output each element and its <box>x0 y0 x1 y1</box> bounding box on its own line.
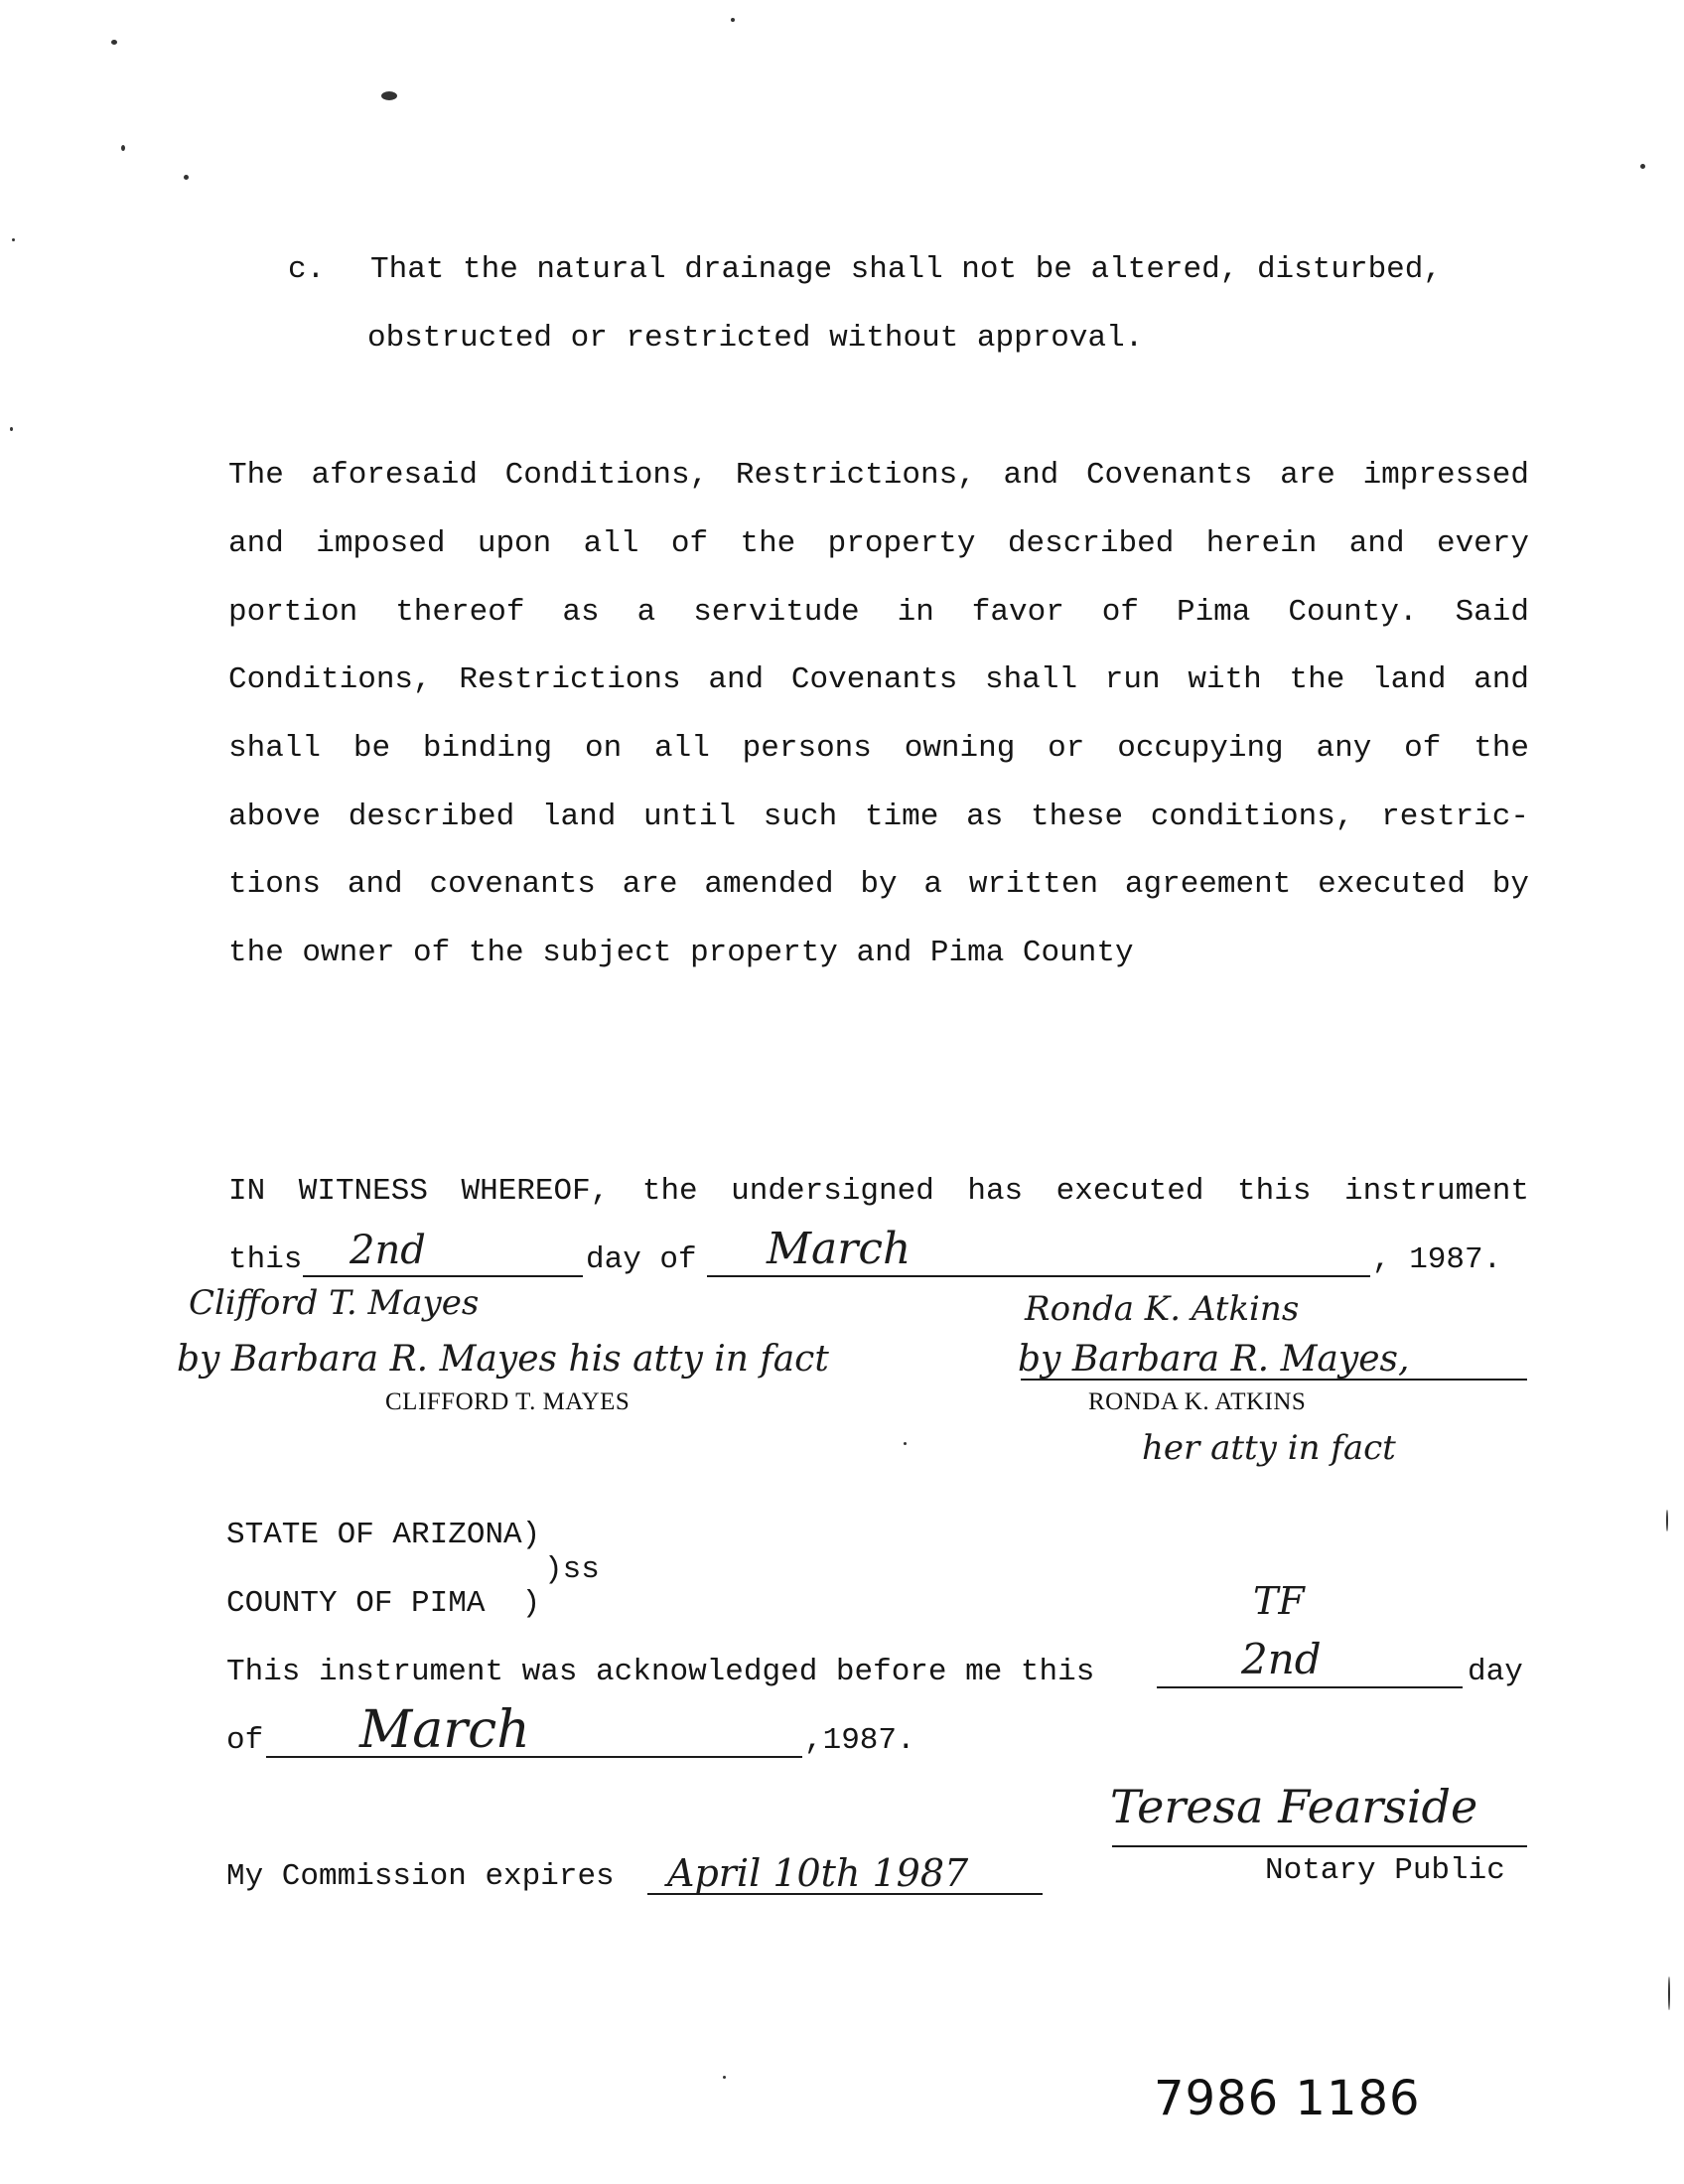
left-signer-name: CLIFFORD T. MAYES <box>385 1388 631 1415</box>
witness-month-handwritten: March <box>767 1224 912 1274</box>
notary-day-blank <box>1157 1686 1463 1688</box>
clause-letter: c. <box>288 252 326 287</box>
scan-speck <box>184 175 189 180</box>
notary-year: ,1987. <box>804 1723 915 1758</box>
witness-month-blank <box>707 1275 1370 1277</box>
witness-line: IN WITNESS WHEREOF, the undersigned has executed this instrument <box>228 1174 1529 1209</box>
paragraph-line-2: and imposed upon all of the property described herein and every <box>228 526 1529 561</box>
witness-this-label: this <box>228 1242 303 1277</box>
notary-state: STATE OF ARIZONA) <box>226 1518 541 1552</box>
witness-day-handwritten: 2nd <box>350 1228 426 1273</box>
notary-ack-text: This instrument was acknowledged before me this <box>226 1655 1095 1689</box>
notary-day-handwritten: 2nd <box>1241 1635 1322 1683</box>
right-signature-line-2: by Barbara R. Mayes, <box>1018 1339 1410 1380</box>
left-signature-line-1: Clifford T. Mayes <box>189 1283 480 1323</box>
scan-speck <box>904 1442 907 1445</box>
scan-speck <box>111 40 117 45</box>
left-signature-line-2: by Barbara R. Mayes his atty in fact <box>177 1339 829 1380</box>
notary-month-blank <box>266 1756 802 1758</box>
witness-day-blank <box>303 1275 583 1277</box>
document-number: 7986 1186 <box>1154 2071 1421 2126</box>
paragraph-line-7: tions and covenants are amended by a written agreement executed by <box>228 867 1529 902</box>
scan-speck <box>1666 1510 1668 1531</box>
notary-day-label: day <box>1468 1655 1523 1689</box>
right-signer-name: RONDA K. ATKINS <box>1088 1388 1307 1415</box>
commission-label: My Commission expires <box>226 1859 615 1894</box>
scan-speck <box>1668 1976 1670 2010</box>
paragraph-line-4: Conditions, Restrictions and Covenants shall run with the land and <box>228 662 1529 697</box>
right-signature-line-1: Ronda K. Atkins <box>1025 1289 1300 1329</box>
paragraph-line-3: portion thereof as a servitude in favor of Pima County. Said <box>228 595 1529 630</box>
right-signature-line <box>1021 1379 1527 1381</box>
scan-speck <box>121 145 125 151</box>
scan-speck <box>10 427 13 431</box>
clause-c-line-1: That the natural drainage shall not be altered, disturbed, <box>370 252 1442 287</box>
notary-of-label: of <box>226 1723 264 1758</box>
notary-signature-line <box>1112 1845 1527 1847</box>
paragraph-line-8: the owner of the subject property and Pima County <box>228 936 1134 970</box>
witness-day-of-label: day of <box>586 1242 697 1277</box>
paragraph-line-5: shall be binding on all persons owning or occupying any of the <box>228 731 1529 766</box>
scan-speck <box>381 91 397 100</box>
paragraph-line-1: The aforesaid Conditions, Restrictions, and Covenants are impressed <box>228 458 1529 493</box>
paragraph-line-6: above described land until such time as these conditions, restric- <box>228 800 1529 834</box>
scan-speck <box>12 238 15 241</box>
notary-month-handwritten: March <box>359 1700 530 1760</box>
notary-public-label: Notary Public <box>1265 1853 1505 1888</box>
clause-c-line-2: obstructed or restricted without approval. <box>367 321 1144 356</box>
commission-date-handwritten: April 10th 1987 <box>667 1851 969 1895</box>
witness-year: , 1987. <box>1372 1242 1502 1277</box>
notary-initials-handwritten: TF <box>1253 1579 1305 1623</box>
notary-county: COUNTY OF PIMA ) <box>226 1586 541 1621</box>
scan-speck <box>1640 164 1645 169</box>
scan-speck <box>723 2076 726 2079</box>
notary-signature: Teresa Fearside <box>1110 1780 1478 1833</box>
right-signature-line-3: her atty in fact <box>1142 1428 1396 1468</box>
scan-speck <box>731 18 735 22</box>
notary-ss: )ss <box>544 1552 600 1587</box>
